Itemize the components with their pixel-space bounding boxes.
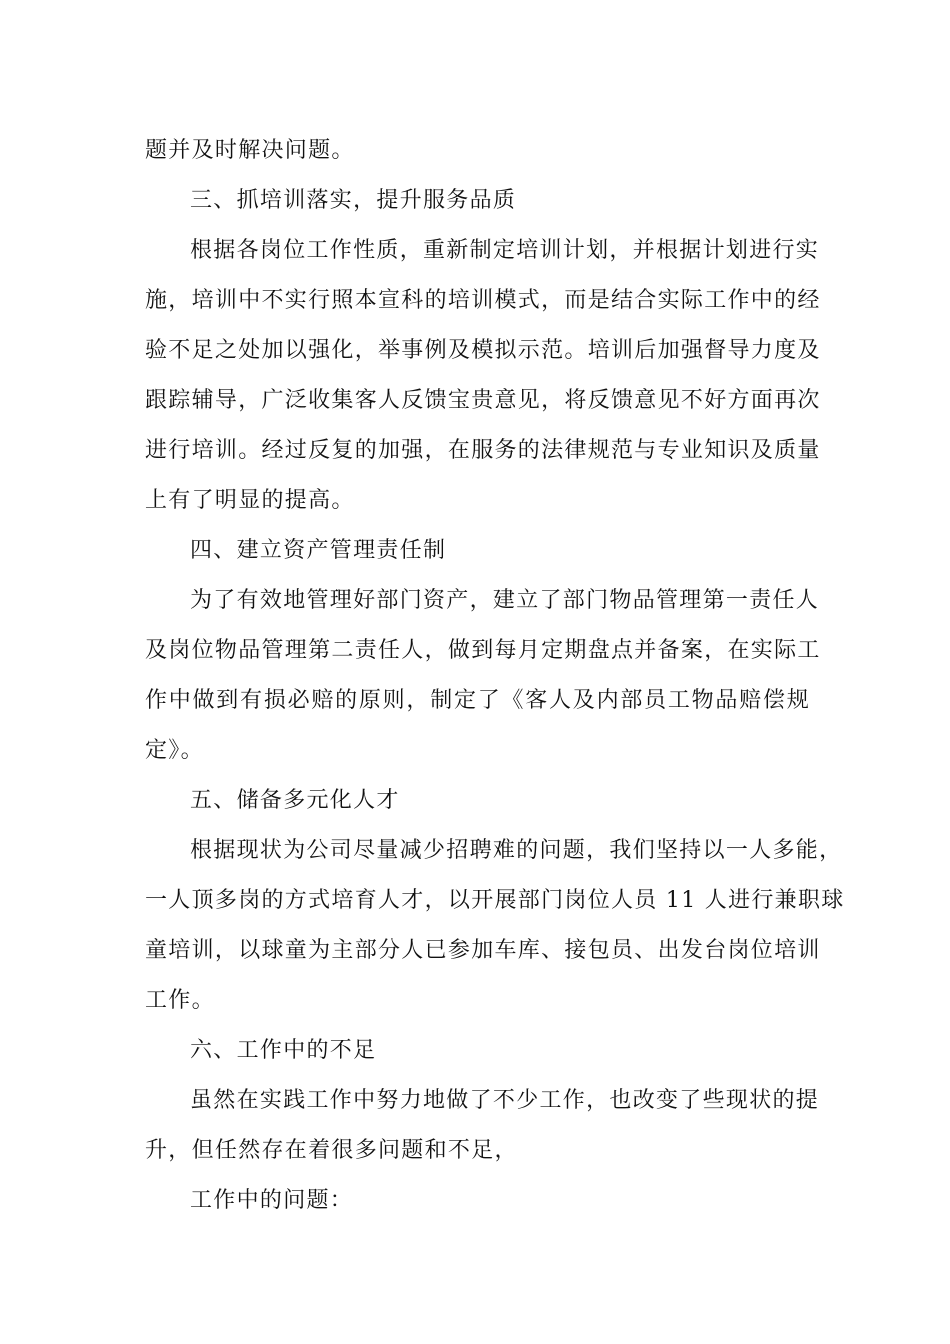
paragraph-line: 作中做到有损必赔的原则，制定了《客人及内部员工物品赔偿规	[145, 688, 810, 713]
paragraph-line: 施，培训中不实行照本宣科的培训模式，而是结合实际工作中的经	[145, 288, 821, 313]
paragraph-line: 童培训，以球童为主部分人已参加车库、接包员、出发台岗位培训	[145, 938, 821, 963]
paragraph-line: 及岗位物品管理第二责任人，做到每月定期盘点并备案，在实际工	[145, 638, 821, 663]
paragraph-line: 题并及时解决问题。	[145, 138, 355, 163]
paragraph-line: 上有了明显的提高。	[145, 488, 355, 513]
paragraph-line: 工作中的问题：	[190, 1188, 354, 1213]
paragraph-line: 根据各岗位工作性质，重新制定培训计划，并根据计划进行实	[190, 238, 820, 263]
section-heading: 三、抓培训落实，提升服务品质	[190, 188, 517, 213]
section-heading: 六、工作中的不足	[190, 1038, 377, 1063]
paragraph-line: 升，但任然存在着很多问题和不足，	[145, 1138, 518, 1163]
paragraph-line: 进行培训。经过反复的加强，在服务的法律规范与专业知识及质量	[145, 438, 821, 463]
paragraph-line: 根据现状为公司尽量减少招聘难的问题，我们坚持以一人多能，	[190, 838, 843, 863]
section-heading: 四、建立资产管理责任制	[190, 538, 447, 563]
paragraph-line: 跟踪辅导，广泛收集客人反馈宝贵意见，将反馈意见不好方面再次	[145, 388, 821, 413]
paragraph-line: 一人顶多岗的方式培育人才，以开展部门岗位人员 11 人进行兼职球	[145, 888, 845, 913]
paragraph-line: 定》。	[145, 738, 204, 763]
paragraph-line: 验不足之处加以强化，举事例及模拟示范。培训后加强督导力度及	[145, 338, 821, 363]
paragraph-line: 工作。	[145, 988, 215, 1013]
paragraph-line: 虽然在实践工作中努力地做了不少工作，也改变了些现状的提	[190, 1088, 820, 1113]
paragraph-line: 为了有效地管理好部门资产，建立了部门物品管理第一责任人	[190, 588, 820, 613]
section-heading: 五、储备多元化人才	[190, 788, 400, 813]
